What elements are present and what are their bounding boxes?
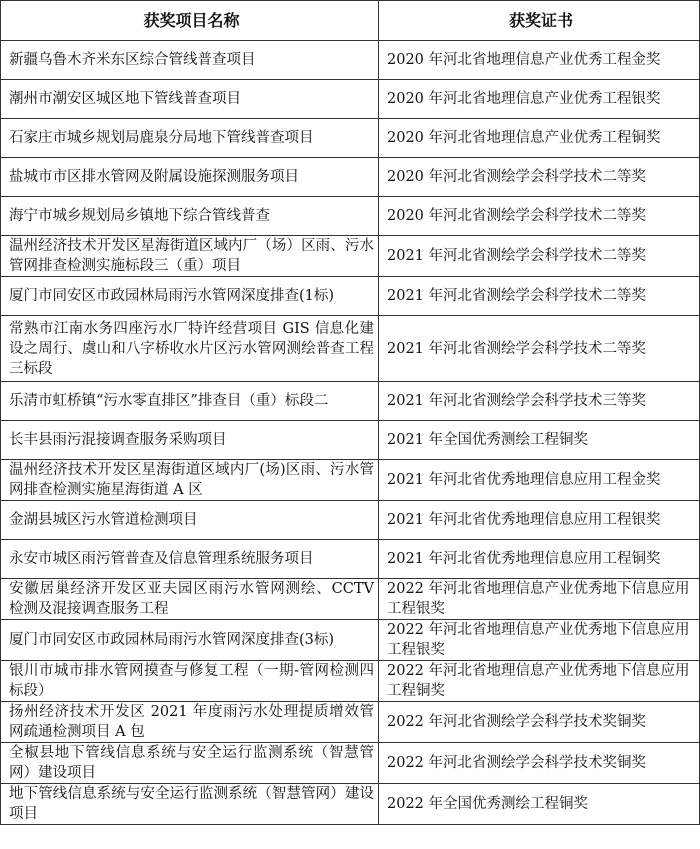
project-name-cell: 全椒县地下管线信息系统与安全运行监测系统（智慧管网）建设项目 [1,743,379,784]
certificate-cell: 2022 年河北省地理信息产业优秀地下信息应用工程铜奖 [379,661,700,702]
table-row [1,236,700,277]
project-name-cell: 温州经济技术开发区星海街道区域内厂（场）区雨、污水管网排查检测实施标段三（重）项目 [1,236,379,277]
certificate-cell: 2021 年河北省优秀地理信息应用工程银奖 [379,501,700,540]
table-row [1,702,700,743]
project-name-cell: 潮州市潮安区城区地下管线普查项目 [1,80,379,119]
certificate-cell: 2022 年全国优秀测绘工程铜奖 [379,784,700,825]
project-name-cell: 厦门市同安区市政园林局雨污水管网深度排查(3标) [1,620,379,661]
project-name-cell: 新疆乌鲁木齐米东区综合管线普查项目 [1,41,379,80]
project-name-cell: 地下管线信息系统与安全运行监测系统（智慧管网）建设项目 [1,784,379,825]
table-row [1,743,700,784]
certificate-cell: 2022 年河北省测绘学会科学技术奖铜奖 [379,702,700,743]
table-row [1,119,700,158]
certificate-cell: 2022 年河北省测绘学会科学技术奖铜奖 [379,743,700,784]
project-name-cell: 扬州经济技术开发区 2021 年度雨污水处理提质增效管网疏通检测项目 A 包 [1,702,379,743]
header-row [1,1,700,41]
table-row [1,540,700,579]
certificate-cell: 2021 年河北省测绘学会科学技术三等奖 [379,382,700,421]
table-row [1,784,700,825]
header-certificate: 获奖证书 [379,1,700,41]
table-row [1,579,700,620]
table-row [1,661,700,702]
table-row [1,382,700,421]
project-name-cell: 石家庄市城乡规划局鹿泉分局地下管线普查项目 [1,119,379,158]
project-name-cell: 银川市城市排水管网摸查与修复工程（一期-管网检测四标段） [1,661,379,702]
table-row [1,620,700,661]
table-row [1,277,700,316]
certificate-cell: 2021 年河北省测绘学会科学技术二等奖 [379,236,700,277]
certificate-cell: 2021 年河北省测绘学会科学技术二等奖 [379,316,700,382]
certificate-cell: 2022 年河北省地理信息产业优秀地下信息应用工程银奖 [379,579,700,620]
project-name-cell: 常熟市江南水务四座污水厂特许经营项目 GIS 信息化建设之周行、虞山和八字桥收水片区污水管网测绘普查工程三标段 [1,316,379,382]
project-name-cell: 金湖县城区污水管道检测项目 [1,501,379,540]
table-row [1,197,700,236]
table-row [1,80,700,119]
certificate-cell: 2021 年河北省优秀地理信息应用工程铜奖 [379,540,700,579]
table-row [1,460,700,501]
table-header [1,1,700,41]
certificate-cell: 2021 年河北省优秀地理信息应用工程金奖 [379,460,700,501]
project-name-cell: 长丰县雨污混接调查服务采购项目 [1,421,379,460]
table-row [1,158,700,197]
certificate-cell: 2020 年河北省测绘学会科学技术二等奖 [379,197,700,236]
project-name-cell: 温州经济技术开发区星海街道区域内厂(场)区雨、污水管网排查检测实施星海街道 A 区 [1,460,379,501]
certificate-cell: 2020 年河北省地理信息产业优秀工程银奖 [379,80,700,119]
project-name-cell: 海宁市城乡规划局乡镇地下综合管线普查 [1,197,379,236]
project-name-cell: 厦门市同安区市政园林局雨污水管网深度排查(1标) [1,277,379,316]
table-row [1,421,700,460]
certificate-cell: 2020 年河北省地理信息产业优秀工程金奖 [379,41,700,80]
certificate-cell: 2020 年河北省测绘学会科学技术二等奖 [379,158,700,197]
project-name-cell: 乐清市虹桥镇“污水零直排区”排查目（重）标段二 [1,382,379,421]
certificate-cell: 2021 年河北省测绘学会科学技术二等奖 [379,277,700,316]
table-row [1,41,700,80]
header-project-name: 获奖项目名称 [1,1,379,41]
project-name-cell: 安徽居巢经济开发区亚夫园区雨污水管网测绘、CCTV 检测及混接调查服务工程 [1,579,379,620]
project-name-cell: 盐城市市区排水管网及附属设施探测服务项目 [1,158,379,197]
table-row [1,501,700,540]
certificate-cell: 2021 年全国优秀测绘工程铜奖 [379,421,700,460]
table-row [1,316,700,382]
certificate-cell: 2022 年河北省地理信息产业优秀地下信息应用工程银奖 [379,620,700,661]
project-name-cell: 永安市城区雨污管普查及信息管理系统服务项目 [1,540,379,579]
table-body [1,41,700,825]
certificate-cell: 2020 年河北省地理信息产业优秀工程铜奖 [379,119,700,158]
